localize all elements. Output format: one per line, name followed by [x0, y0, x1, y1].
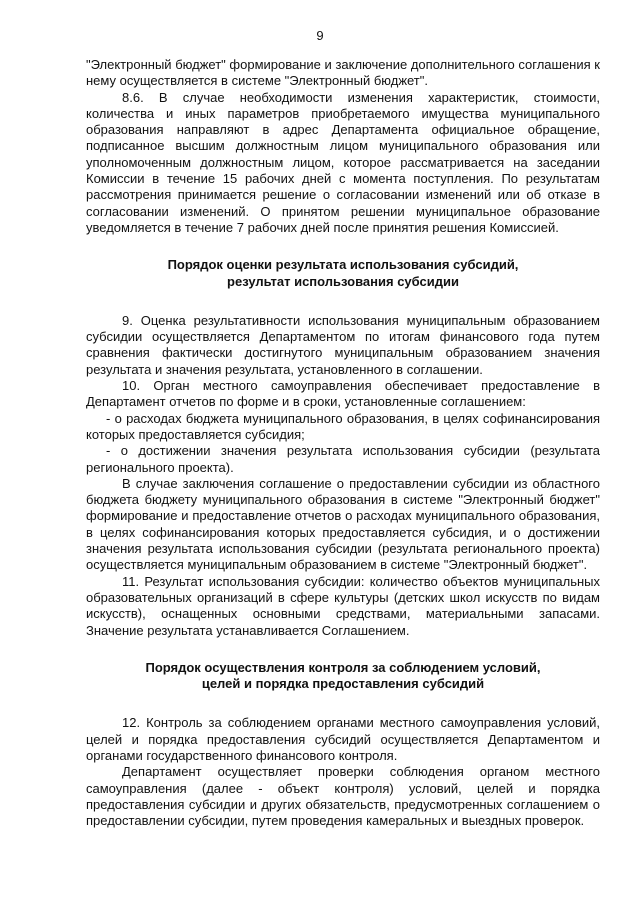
heading-line: целей и порядка предоставления субсидий — [201, 676, 485, 692]
paragraph-12-audits: Департамент осуществляет проверки соблюдения органом местного самоуправления (далее - объект контроля) условий, целей и порядка предоставления субсидии и других обязательств, предусмотренных соглашением о предоставлении субсидии, путем проведения камеральных и выездных проверок. — [86, 764, 600, 829]
heading-line: Порядок оценки результата использования субсидий, — [167, 257, 519, 273]
list-item-expenses: - о расходах бюджета муниципального образования, в целях софинансирования которых предоставляется субсидия; — [86, 410, 600, 442]
paragraph-8-5-end: "Электронный бюджет" формирование и заключение дополнительного соглашения к нему осуществляется в системе "Электронный бюджет". — [86, 57, 600, 89]
page-number: 9 — [316, 28, 324, 43]
paragraph-8-6: 8.6. В случае необходимости изменения характеристик, стоимости, количества и иных параметров приобретаемого имущества муниципального образования направляют в адрес Департамента официальное обращение, подписанное высшим должностным лицом муниципального образования или уполномоченным должностным лицом, которое рассматривается на заседании Комиссии в течение 15 рабочих дней с момента поступления. По результатам рассмотрения принимается решение о согласовании изменений или об отказе в согласовании изменений. О принятом решении муниципальное образование уведомляется в течение 7 рабочих дней после принятия решения Комиссией. — [86, 89, 600, 235]
paragraph-12: 12. Контроль за соблюдением органами местного самоуправления условий, целей и порядка предоставления субсидий осуществляется Департаментом и органами государственного финансового контроля. — [86, 715, 600, 763]
section-heading-control — [86, 660, 600, 693]
heading-line: результат использования субсидии — [227, 273, 459, 289]
paragraph-11: 11. Результат использования субсидии: количество объектов муниципальных образовательных организаций в сфере культуры (детских школ искусств по видам искусств), оснащенных основными средствами, материальными запасами. Значение результата устанавливается Соглашением. — [86, 573, 600, 638]
paragraph-10-electronic: В случае заключения соглашение о предоставлении субсидии из областного бюджета бюджету муниципального образования в системе "Электронный бюджет" формирование и предоставление отчетов о расходах муниципального образования, в целях софинансирования которых предоставляется субсидия, и о достижении значения результата использования субсидии (результата регионального проекта) осуществляется муниципальным образованием в системе "Электронный бюджет". — [86, 475, 600, 573]
paragraph-10: 10. Орган местного самоуправления обеспечивает предоставление в Департамент отчетов по форме и в сроки, установленные соглашением: — [86, 378, 600, 410]
section-heading-evaluation — [86, 257, 600, 290]
heading-line: Порядок осуществления контроля за соблюдением условий, — [145, 659, 541, 675]
list-item-result: - о достижении значения результата использования субсидии (результата регионального проекта). — [86, 443, 600, 475]
paragraph-9: 9. Оценка результативности использования муниципальным образованием субсидии осуществляется Департаментом по итогам финансового года путем сравнения фактически достигнутого муниципальным образованием значения результата и значения результата, установленного в соглашении. — [86, 312, 600, 377]
document-body — [86, 57, 600, 829]
